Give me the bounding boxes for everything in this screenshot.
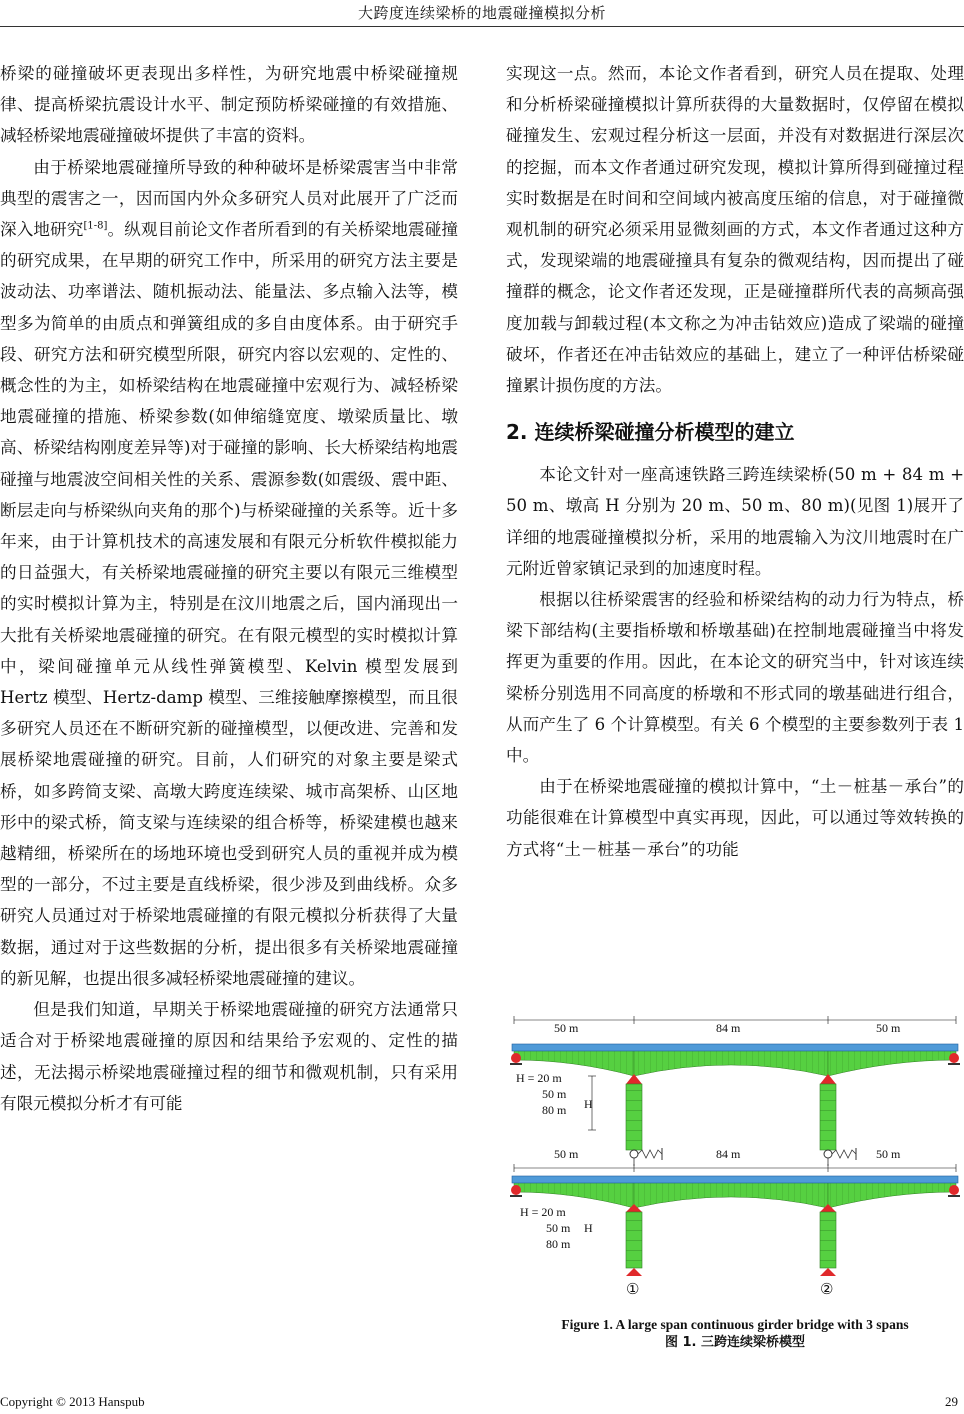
- pier-number: ①: [626, 1282, 640, 1298]
- paragraph: 实现这一点。然而，本论文作者看到，研究人员在提取、处理和分析桥梁碰撞模拟计算所获得的大量数据时，仅停留在模拟碰撞发生、宏观过程分析这一层面，并没有对数据进行深层次的挖掘，而本文作者通过研究发现，模拟计算所得到碰撞过程实时数据是在时间和空间域内被高度压缩的信息，对于碰撞微观机制的研究必须采用显微刻画的方式，本文作者通过这种方式，发现梁端的地震碰撞具有复杂的微观结构，因而提出了碰撞群的概念，论文作者还发现，正是碰撞群所代表的高频高强度加载与卸载过程(本文称之为冲击钻效应)造成了梁端的碰撞破坏，作者还在冲击钻效应的基础上，建立了一种评估桥梁碰撞累计损伤度的方法。: [506, 64, 964, 396]
- left-column: [0, 58, 458, 1119]
- bridge-figure: [506, 1010, 964, 1310]
- spring: [832, 1150, 856, 1158]
- figure-caption: [506, 1316, 964, 1352]
- pier-bearing: [626, 1074, 642, 1084]
- citation-ref[interactable]: [1-8]: [83, 220, 108, 232]
- paragraph: 由于在桥梁地震碰撞的模拟计算中，“土－桩基－承台”的功能很难在计算模型中真实再现，因此，可以通过等效转换的方式将“土－桩基－承台”的功能: [506, 777, 964, 859]
- spring: [638, 1150, 662, 1158]
- span-label: 50 m: [876, 1147, 901, 1161]
- figure-caption-en: Figure 1. A large span continuous girder bridge with 3 spans: [561, 1317, 909, 1332]
- figure-caption-cn: 图 1. 三跨连续梁桥模型: [664, 1335, 806, 1350]
- span-label: 50 m: [554, 1021, 579, 1035]
- paragraph: 根据以往桥梁震害的经验和桥梁结构的动力行为特点，桥梁下部结构(主要指桥墩和桥墩基础)在控制地震碰撞当中将发挥更为重要的作用。因此，在本论文的研究当中，针对该连续梁桥分别选用不同高度的桥墩和不形式同的墩基础进行组合，从而产生了 6 个计算模型。有关 6 个模型的主要参数列于表 1 中。: [506, 590, 964, 766]
- height-label: 80 m: [546, 1237, 571, 1251]
- upper-model: [510, 1016, 960, 1166]
- height-symbol: H: [584, 1097, 593, 1111]
- height-label: 80 m: [542, 1103, 567, 1117]
- fixed-base: [626, 1268, 642, 1276]
- height-label: H = 20 m: [516, 1071, 562, 1085]
- span-label: 84 m: [716, 1147, 741, 1161]
- height-label: 50 m: [546, 1221, 571, 1235]
- pier: [626, 1084, 642, 1150]
- paragraph: 但是我们知道，早期关于桥梁地震碰撞的研究方法通常只适合对于桥梁地震碰撞的原因和结果给予宏观的、定性的描述，无法揭示桥梁地震碰撞过程的细节和微观机制，只有采用有限元模拟分析才有可能: [0, 1000, 458, 1113]
- girder-deck: [512, 1044, 958, 1051]
- pier: [626, 1212, 642, 1268]
- span-label: 50 m: [554, 1147, 579, 1161]
- paragraph: [0, 152, 458, 994]
- span-label: 50 m: [876, 1021, 901, 1035]
- lower-model: [510, 1147, 960, 1298]
- end-support: [511, 1053, 521, 1063]
- height-label: H = 20 m: [520, 1205, 566, 1219]
- span-label: 84 m: [716, 1021, 741, 1035]
- height-label: 50 m: [542, 1087, 567, 1101]
- paragraph: 本论文针对一座高速铁路三跨连续梁桥(50 m + 84 m + 50 m、墩高 H 分别为 20 m、50 m、80 m)(见图 1)展开了详细的地震碰撞模拟分析，采用的地震输入为汶川地震时在广元附近曾家镇记录到的加速度时程。: [506, 465, 964, 578]
- paragraph-text: 。纵观目前论文作者所看到的有关桥梁地震碰撞的研究成果，在早期的研究工作中，所采用的研究方法主要是波动法、功率谱法、随机振动法、能量法、多点输入法等，模型多为简单的由质点和弹簧组成的多自由度体系。由于研究手段、研究方法和研究模型所限，研究内容以宏观的、定性的、概念性的为主，如桥梁结构在地震碰撞中宏观行为、减轻桥梁地震碰撞的措施、桥梁参数(如伸缩缝宽度、墩梁质量比、墩高、桥梁结构刚度差异等)对于碰撞的影响、长大桥梁结构地震碰撞与地震波空间相关性的关系、震源参数(如震级、震中距、断层走向与桥梁纵向夹角的那个)与桥梁碰撞的关系等。近十多年来，由于计算机技术的高速发展和有限元分析软件模拟能力的日益强大，有关桥梁地震碰撞的研究主要以有限元三维模型的实时模拟计算为主，特别是在汶川地震之后，国内涌现出一大批有关桥梁地震碰撞的研究。在有限元模型的实时模拟计算中，梁间碰撞单元从线性弹簧模型、Kelvin 模型发展到 Hertz 模型、Hertz-damp 模型、三维接触摩擦模型，而且很多研究人员还在不断研究新的碰撞模型，以便改进、完善和发展桥梁地震碰撞的研究。目前，人们研究的对象主要是梁式桥，如多跨简支梁、高墩大跨度连续梁、城市高架桥、山区地形中的梁式桥，简支梁与连续梁的组合桥等，桥梁建模也越来越精细，桥梁所在的场地环境也受到研究人员的重视并成为模型的一部分，不过主要是直线桥梁，很少涉及到曲线桥。众多研究人员通过对于桥梁地震碰撞的有限元模拟分析获得了大量数据，通过对于这些数据的分析，提出很多有关桥梁地震碰撞的新见解，也提出很多减轻桥梁地震碰撞的建议。: [0, 220, 459, 988]
- right-column: [506, 58, 964, 865]
- girder-deck: [512, 1176, 958, 1183]
- paragraph-text: 由于桥梁地震碰撞所导致的种种破坏是桥梁震害当中非常典型的震害之一，因而国内外众多研究人员对此展开了广泛而深入地研究: [0, 157, 458, 240]
- page-number: 29: [945, 1394, 958, 1409]
- pier: [820, 1212, 836, 1268]
- pier-number: ②: [820, 1282, 834, 1298]
- copyright-footer: Copyright © 2013 Hanspub: [0, 1394, 145, 1409]
- pier-bearing: [820, 1074, 836, 1084]
- running-header: 大跨度连续梁桥的地震碰撞模拟分析: [357, 4, 606, 22]
- fixed-base: [820, 1268, 836, 1276]
- paragraph: 桥梁的碰撞破坏更表现出多样性，为研究地震中桥梁碰撞规律、提高桥梁抗震设计水平、制定预防桥梁碰撞的有效措施、减轻桥梁地震碰撞破坏提供了丰富的资料。: [0, 64, 458, 146]
- header-rule: [0, 26, 964, 27]
- end-support: [511, 1185, 521, 1195]
- section-heading: 2. 连续桥梁碰撞分析模型的建立: [506, 420, 795, 445]
- end-support: [949, 1053, 959, 1063]
- height-symbol: H: [584, 1221, 593, 1235]
- end-support: [949, 1185, 959, 1195]
- pier: [820, 1084, 836, 1150]
